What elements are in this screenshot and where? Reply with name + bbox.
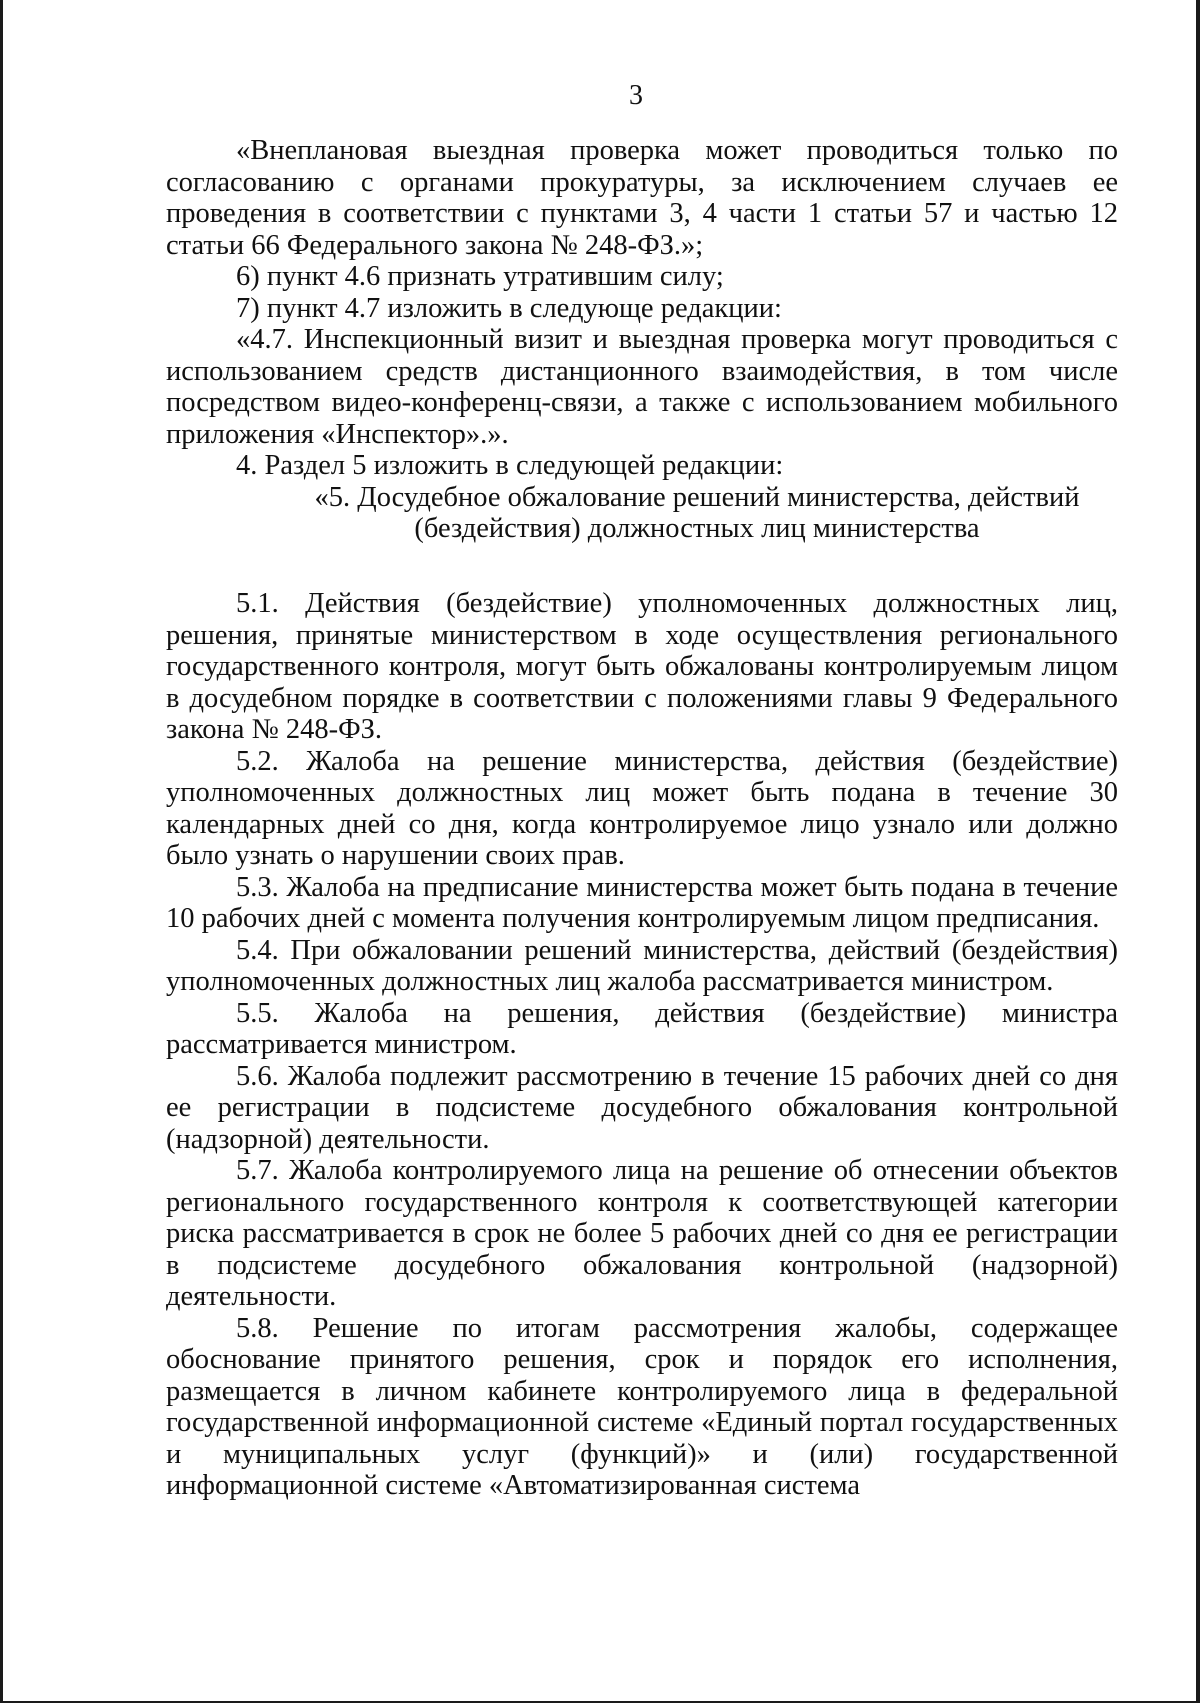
paragraph-item-4-7-quote: «4.7. Инспекционный визит и выездная проверка могут проводиться с использованием средств дистанционного взаимодействия, в том числе посредством видео-конференц-связи, а также с использованием мобильного приложения «Инспектор».».: [166, 324, 1118, 450]
paragraph-item-7: 7) пункт 4.7 изложить в следующе редакции:: [236, 292, 782, 324]
paragraph-5-3: 5.3. Жалоба на предписание министерства может быть подана в течение 10 рабочих дней с момента получения контролируемым лицом предписания.: [166, 871, 1118, 934]
paragraph-5-7: 5.7. Жалоба контролируемого лица на решение об отнесении объектов регионального государственного контроля к соответствующей категории риска рассматривается в срок не более 5 рабочих дней со дня ее регистрации в подсистеме досудебного обжалования контрольной (надзорной) деятельности.: [166, 1155, 1118, 1312]
scan-border-left: [0, 0, 3, 1703]
paragraph-5-4: 5.4. При обжаловании решений министерства, действий (бездействия) уполномоченных должностных лиц жалоба рассматривается министром.: [166, 934, 1118, 997]
paragraph-5-6: 5.6. Жалоба подлежит рассмотрению в течение 15 рабочих дней со дня ее регистрации в подсистеме досудебного обжалования контрольной (надзорной) деятельности.: [166, 1060, 1118, 1155]
paragraph-5-1: 5.1. Действия (бездействие) уполномоченных должностных лиц, решения, принятые министерством в ходе осуществления регионального государственного контроля, могут быть обжалованы контролируемым лицом в досудебном порядке в соответствии с положениями главы 9 Федерального закона № 248-ФЗ.: [166, 588, 1118, 745]
paragraph-section-5-intro: 4. Раздел 5 изложить в следующей редакции:: [236, 450, 784, 481]
paragraph-5-2: 5.2. Жалоба на решение министерства, действия (бездействие) уполномоченных должностных лиц может быть подана в течение 30 календарных дней со дня, когда контролируемое лицо узнало или должно было узнать о нарушении своих прав.: [166, 745, 1118, 871]
page-number: 3: [629, 80, 643, 111]
document-section-5-body: [166, 588, 1118, 1502]
section-5-heading: «5. Досудебное обжалование решений министерства, действий (бездействия) должностных лиц министерства: [314, 481, 1080, 544]
scan-border-right: [1196, 0, 1200, 1703]
paragraph-unscheduled-inspection-quote: «Внеплановая выездная проверка может проводиться только по согласованию с органами прокуратуры, за исключением случаев ее проведения в соответствии с пунктами 3, 4 части 1 статьи 57 и частью 12 статьи 66 Федерального закона № 248-ФЗ.»;: [166, 135, 1118, 261]
paragraph-item-6: 6) пункт 4.6 признать утратившим силу;: [236, 261, 724, 292]
document-intro-block: [166, 135, 1118, 545]
paragraph-5-8: 5.8. Решение по итогам рассмотрения жалобы, содержащее обоснование принятого решения, срок и порядок его исполнения, размещается в личном кабинете контролируемого лица в федеральной государственной информационной системе «Единый портал государственных и муниципальных услуг (функций)» и (или) государственной информационной системе «Автоматизированная система: [166, 1312, 1118, 1501]
paragraph-5-5: 5.5. Жалоба на решения, действия (бездействие) министра рассматривается министром.: [166, 997, 1118, 1060]
